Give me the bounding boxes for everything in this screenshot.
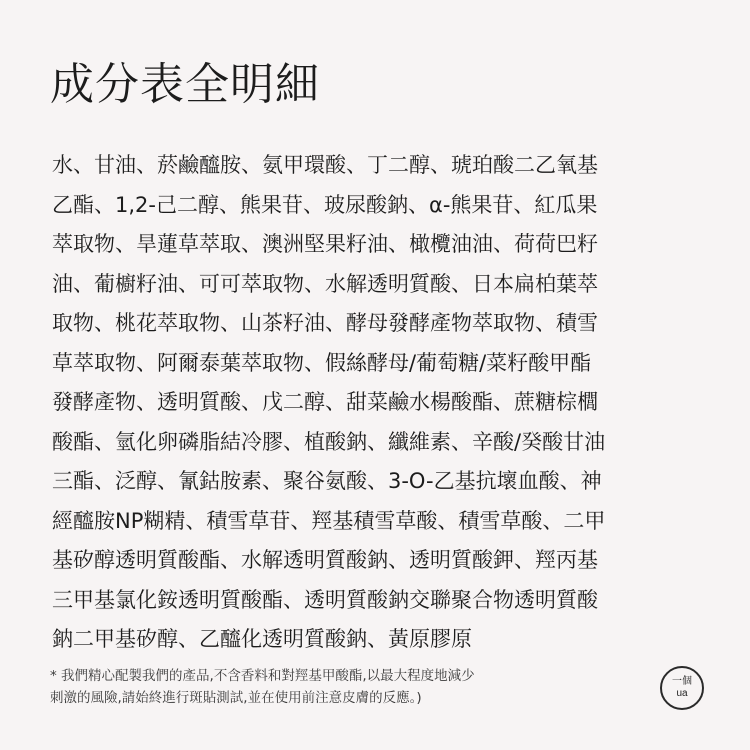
brand-logo-text-bottom: ua: [676, 688, 688, 699]
page-title: 成分表全明細: [50, 59, 320, 110]
ingredient-list: [52, 146, 672, 660]
disclaimer-line: * 我們精心配製我們的產品,不含香料和對羥基甲酸酯,以最大程度地減少: [50, 668, 475, 684]
ingredient-line: 發酵產物、透明質酸、戊二醇、甜菜鹼水楊酸酯、蔗糖棕櫚: [52, 390, 598, 414]
ingredient-line: 乙酯、1,2-己二醇、熊果苷、玻尿酸鈉、α-熊果苷、紅瓜果: [52, 192, 598, 217]
ingredient-line: 經醯胺NP糊精、積雪草苷、羥基積雪草酸、積雪草酸、二甲: [52, 508, 606, 533]
ingredient-line: 草萃取物、阿爾泰葉萃取物、假絲酵母/葡萄糖/菜籽酸甲酯: [52, 350, 592, 375]
disclaimer-note: [50, 665, 590, 709]
ingredient-line: 三甲基氯化銨透明質酸酯、透明質酸鈉交聯聚合物透明質酸: [52, 587, 598, 612]
ingredient-line: 三酯、泛醇、氰鈷胺素、聚谷氨酸、3-O-乙基抗壞血酸、神: [52, 469, 602, 493]
ingredient-line: 基矽醇透明質酸酯、水解透明質酸鈉、透明質酸鉀、羥丙基: [52, 548, 598, 572]
disclaimer-line: 刺激的風險,請始終進行斑貼測試,並在使用前注意皮膚的反應。): [50, 690, 422, 706]
brand-logo: [660, 666, 704, 710]
brand-logo-text-top: 一個: [672, 676, 692, 687]
ingredient-line: 油、葡櫥籽油、可可萃取物、水解透明質酸、日本扁柏葉萃: [52, 271, 598, 296]
ingredient-line: 取物、桃花萃取物、山茶籽油、酵母發酵產物萃取物、積雪: [52, 311, 598, 335]
ingredient-line: 酸酯、氫化卵磷脂結冷膠、植酸鈉、纖維素、辛酸/癸酸甘油: [52, 429, 606, 454]
ingredient-line: 水、甘油、菸鹼醯胺、氨甲環酸、丁二醇、琥珀酸二乙氧基: [52, 153, 598, 177]
ingredient-line: 鈉二甲基矽醇、乙醯化透明質酸鈉、黃原膠原: [52, 627, 472, 651]
ingredient-line: 萃取物、旱蓮草萃取、澳洲堅果籽油、橄欖油油、荷荷巴籽: [52, 232, 598, 256]
